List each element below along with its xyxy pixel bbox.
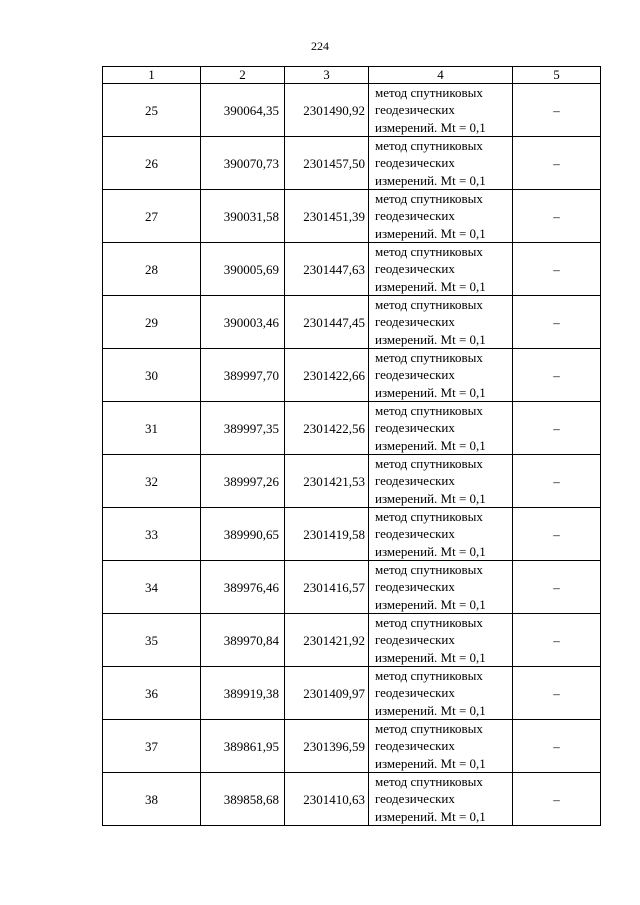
y-coordinate-cell: 2301409,97 [285,667,369,720]
method-line: метод спутниковых [375,297,483,313]
method-line: измерений. Mt = 0,1 [375,808,486,824]
y-coordinate-cell: 2301451,39 [285,190,369,243]
y-coordinate-cell: 2301421,92 [285,614,369,667]
y-coordinate-cell: 2301422,56 [285,402,369,455]
point-number-cell: 27 [103,190,201,243]
method-line: геодезических [375,526,455,542]
y-coordinate-cell: 2301396,59 [285,720,369,773]
method-cell [369,243,513,296]
note-cell: – [513,720,601,773]
method-line: метод спутниковых [375,456,483,472]
note-cell: – [513,296,601,349]
method-line: метод спутниковых [375,774,483,790]
table-row [103,455,601,508]
method-line: измерений. Mt = 0,1 [375,172,486,188]
method-line: метод спутниковых [375,615,483,631]
table-row [103,720,601,773]
method-cell [369,508,513,561]
note-cell: – [513,455,601,508]
x-coordinate-cell: 389990,65 [201,508,285,561]
note-cell: – [513,137,601,190]
method-line: измерений. Mt = 0,1 [375,490,486,506]
method-line: метод спутниковых [375,668,483,684]
note-cell: – [513,508,601,561]
y-coordinate-cell: 2301457,50 [285,137,369,190]
method-line: геодезических [375,791,455,807]
method-line: геодезических [375,420,455,436]
y-coordinate-cell: 2301447,63 [285,243,369,296]
method-line: метод спутниковых [375,138,483,154]
note-cell: – [513,84,601,137]
table-row [103,773,601,826]
point-number-cell: 28 [103,243,201,296]
method-line: геодезических [375,632,455,648]
x-coordinate-cell: 390031,58 [201,190,285,243]
method-line: измерений. Mt = 0,1 [375,649,486,665]
method-cell [369,667,513,720]
note-cell: – [513,614,601,667]
note-cell: – [513,190,601,243]
method-cell [369,402,513,455]
method-line: измерений. Mt = 0,1 [375,437,486,453]
note-cell: – [513,773,601,826]
column-header-3: 3 [285,67,369,84]
method-line: измерений. Mt = 0,1 [375,543,486,559]
method-line: геодезических [375,738,455,754]
method-cell [369,720,513,773]
method-line: измерений. Mt = 0,1 [375,278,486,294]
method-line: метод спутниковых [375,85,483,101]
method-line: измерений. Mt = 0,1 [375,596,486,612]
x-coordinate-cell: 390064,35 [201,84,285,137]
method-line: метод спутниковых [375,403,483,419]
method-line: измерений. Mt = 0,1 [375,119,486,135]
table-row [103,243,601,296]
x-coordinate-cell: 390005,69 [201,243,285,296]
table-row [103,561,601,614]
x-coordinate-cell: 389997,70 [201,349,285,402]
method-cell [369,614,513,667]
point-number-cell: 30 [103,349,201,402]
point-number-cell: 26 [103,137,201,190]
method-line: измерений. Mt = 0,1 [375,755,486,771]
method-cell [369,190,513,243]
x-coordinate-cell: 390003,46 [201,296,285,349]
method-line: геодезических [375,367,455,383]
point-number-cell: 34 [103,561,201,614]
point-number-cell: 36 [103,667,201,720]
y-coordinate-cell: 2301447,45 [285,296,369,349]
method-line: метод спутниковых [375,562,483,578]
method-line: метод спутниковых [375,244,483,260]
point-number-cell: 37 [103,720,201,773]
page-number: 224 [311,39,329,53]
x-coordinate-cell: 389976,46 [201,561,285,614]
point-number-cell: 38 [103,773,201,826]
method-line: геодезических [375,579,455,595]
method-cell [369,296,513,349]
y-coordinate-cell: 2301410,63 [285,773,369,826]
table-row [103,84,601,137]
x-coordinate-cell: 389997,35 [201,402,285,455]
point-number-cell: 25 [103,84,201,137]
method-line: метод спутниковых [375,721,483,737]
method-line: метод спутниковых [375,509,483,525]
point-number-cell: 32 [103,455,201,508]
table-row [103,508,601,561]
method-line: измерений. Mt = 0,1 [375,702,486,718]
point-number-cell: 35 [103,614,201,667]
coordinates-table [102,66,601,826]
note-cell: – [513,349,601,402]
column-header-1: 1 [103,67,201,84]
method-cell [369,137,513,190]
method-line: геодезических [375,208,455,224]
y-coordinate-cell: 2301490,92 [285,84,369,137]
table-row [103,296,601,349]
method-line: геодезических [375,685,455,701]
y-coordinate-cell: 2301419,58 [285,508,369,561]
method-cell [369,84,513,137]
x-coordinate-cell: 389861,95 [201,720,285,773]
x-coordinate-cell: 389970,84 [201,614,285,667]
table-body [103,84,601,826]
note-cell: – [513,561,601,614]
method-line: измерений. Mt = 0,1 [375,384,486,400]
method-cell [369,561,513,614]
table-row [103,349,601,402]
method-line: геодезических [375,261,455,277]
method-line: геодезических [375,102,455,118]
table-row [103,614,601,667]
point-number-cell: 33 [103,508,201,561]
method-cell [369,773,513,826]
note-cell: – [513,243,601,296]
method-line: метод спутниковых [375,350,483,366]
column-header-5: 5 [513,67,601,84]
table-row [103,190,601,243]
y-coordinate-cell: 2301421,53 [285,455,369,508]
column-header-4: 4 [369,67,513,84]
method-cell [369,349,513,402]
table-row [103,137,601,190]
x-coordinate-cell: 389919,38 [201,667,285,720]
table-header-row [103,67,601,84]
table-row [103,667,601,720]
x-coordinate-cell: 389858,68 [201,773,285,826]
table-row [103,402,601,455]
point-number-cell: 31 [103,402,201,455]
point-number-cell: 29 [103,296,201,349]
y-coordinate-cell: 2301422,66 [285,349,369,402]
note-cell: – [513,402,601,455]
method-line: геодезических [375,473,455,489]
method-line: геодезических [375,314,455,330]
method-line: метод спутниковых [375,191,483,207]
x-coordinate-cell: 389997,26 [201,455,285,508]
method-line: измерений. Mt = 0,1 [375,225,486,241]
column-header-2: 2 [201,67,285,84]
note-cell: – [513,667,601,720]
method-line: геодезических [375,155,455,171]
method-cell [369,455,513,508]
method-line: измерений. Mt = 0,1 [375,331,486,347]
x-coordinate-cell: 390070,73 [201,137,285,190]
y-coordinate-cell: 2301416,57 [285,561,369,614]
